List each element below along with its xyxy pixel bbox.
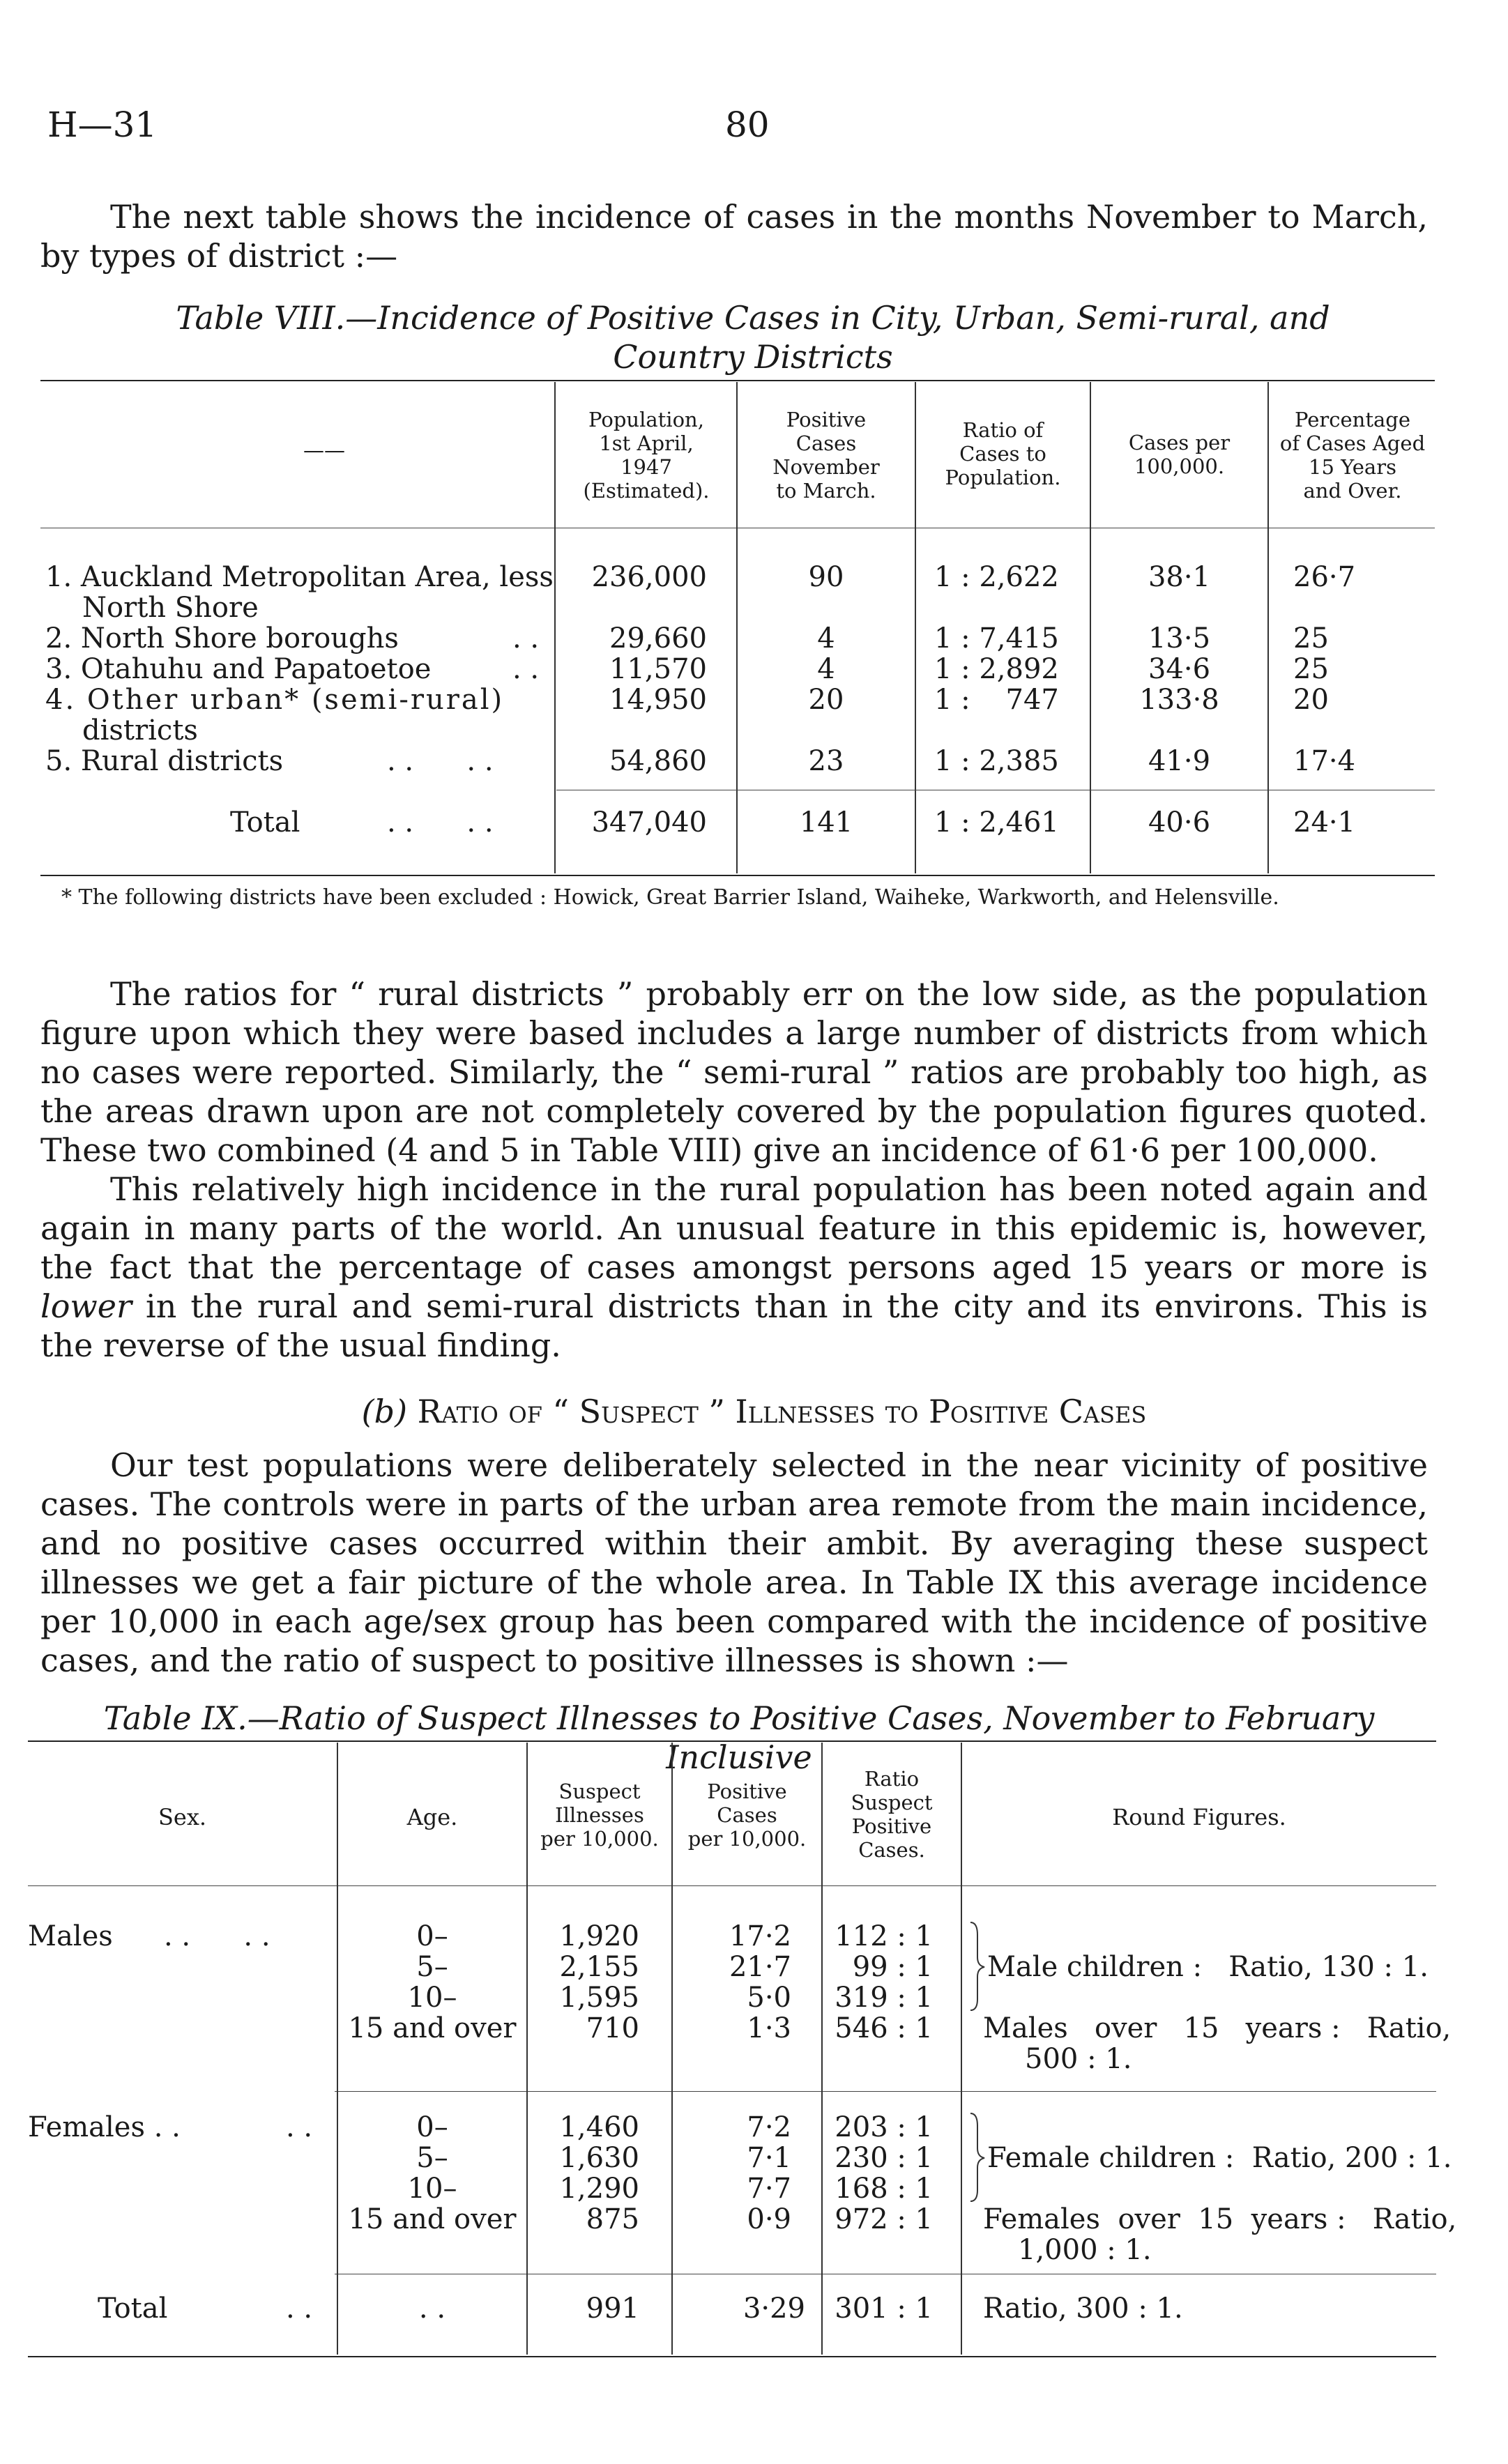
table8-top-rule bbox=[40, 380, 1435, 381]
header-line: Population, bbox=[588, 408, 704, 431]
cases-value: 4 bbox=[817, 653, 835, 685]
row-label: 4. Other urban* (semi-rural) bbox=[45, 684, 505, 716]
males-adult-ratio-value: 500 : 1. bbox=[1025, 2043, 1132, 2075]
suspect-value: 1,290 bbox=[559, 2173, 639, 2205]
header-line: November bbox=[772, 455, 880, 479]
suspect-value: 875 bbox=[586, 2203, 639, 2235]
header-line: Cases bbox=[795, 431, 857, 455]
header-line: of Cases Aged bbox=[1279, 431, 1426, 455]
percentage-value: 26·7 bbox=[1293, 561, 1356, 593]
suspect-value: 1,630 bbox=[559, 2142, 639, 2174]
row-dots: . . bbox=[512, 653, 540, 685]
table9-header-sex: Sex. bbox=[158, 1804, 207, 1830]
incidence-emphasis: lower bbox=[40, 1287, 132, 1325]
suspect-value: 1,920 bbox=[559, 1920, 639, 1952]
table8-bottom-rule bbox=[40, 875, 1435, 876]
incidence-text: in the rural and semi-rural districts than in the city and its environs. This is the reverse of the usual finding. bbox=[40, 1287, 1428, 1364]
females-children-ratio: Female children : Ratio, 200 : 1. bbox=[987, 2142, 1452, 2174]
brace-icon bbox=[968, 1921, 989, 2012]
age-value: 0– bbox=[416, 1920, 448, 1952]
row-label: 1. Auckland Metropolitan Area, less bbox=[45, 561, 554, 593]
discussion-paragraphs bbox=[40, 974, 1428, 1365]
ratio-value: 1 : 2,892 bbox=[934, 653, 1059, 685]
per100k-total: 40·6 bbox=[1148, 806, 1211, 839]
total-round: Ratio, 300 : 1. bbox=[983, 2293, 1183, 2325]
ratio-value: 546 : 1 bbox=[835, 2012, 933, 2044]
table9-header-round: Round Figures. bbox=[1112, 1804, 1286, 1830]
ratio-total: 1 : 2,461 bbox=[934, 806, 1059, 839]
section-heading bbox=[0, 1393, 1508, 1430]
per100k-value: 41·9 bbox=[1148, 745, 1211, 777]
row-label-cont: districts bbox=[82, 714, 198, 747]
header-line: to March. bbox=[776, 479, 876, 503]
age-value: 5– bbox=[416, 1951, 448, 1983]
header-line: Ratio bbox=[864, 1767, 920, 1791]
suspect-value: 1,460 bbox=[559, 2111, 639, 2143]
population-value: 54,860 bbox=[609, 745, 707, 777]
header-line: Positive bbox=[851, 1814, 932, 1838]
per100k-value: 34·6 bbox=[1148, 653, 1211, 685]
brace-icon bbox=[968, 2112, 989, 2203]
positive-value: 7·7 bbox=[747, 2173, 791, 2205]
age-value: 10– bbox=[407, 2173, 457, 2205]
page-number: 80 bbox=[725, 105, 770, 145]
females-adult-ratio-value: 1,000 : 1. bbox=[1018, 2234, 1152, 2266]
row-dots: . . bbox=[286, 2111, 313, 2143]
table9-header-positive bbox=[673, 1780, 821, 1851]
males-label: Males bbox=[28, 1920, 113, 1952]
incidence-paragraph bbox=[40, 1170, 1428, 1365]
females-label: Females . . bbox=[28, 2111, 181, 2143]
header-line: 100,000. bbox=[1134, 454, 1225, 478]
table8-header-percentage bbox=[1269, 408, 1436, 503]
positive-value: 1·3 bbox=[747, 2012, 791, 2044]
row-label-cont: North Shore bbox=[82, 592, 259, 624]
suspect-value: 710 bbox=[586, 2012, 639, 2044]
section-title: Ratio of “ Suspect ” Illnesses to Positive Cases bbox=[417, 1393, 1147, 1430]
percentage-value: 25 bbox=[1293, 653, 1329, 685]
header-line: Cases. bbox=[858, 1838, 925, 1862]
positive-value: 5·0 bbox=[747, 1982, 791, 2014]
table8-header-ratio bbox=[916, 418, 1090, 489]
population-value: 14,950 bbox=[609, 684, 707, 716]
row-dots: . . . . bbox=[164, 1920, 271, 1952]
males-children-ratio: Male children : Ratio, 130 : 1. bbox=[987, 1951, 1429, 1983]
per100k-value: 38·1 bbox=[1148, 561, 1211, 593]
ratio-value: 112 : 1 bbox=[835, 1920, 933, 1952]
row-dots: . . bbox=[512, 622, 540, 655]
table8-caption-text: —Incidence of Positive Cases in City, Urban, Semi-rural, and bbox=[345, 299, 1330, 337]
intro-text: The next table shows the incidence of cases in the months November to March, by types of district :— bbox=[40, 198, 1428, 275]
age-value: 15 and over bbox=[348, 2012, 517, 2044]
header-line: Illnesses bbox=[555, 1803, 644, 1827]
intro-paragraph bbox=[40, 197, 1428, 275]
females-adult-ratio: Females over 15 years : Ratio, bbox=[983, 2203, 1457, 2235]
positive-value: 0·9 bbox=[747, 2203, 791, 2235]
table9-header-rule bbox=[28, 1885, 1436, 1886]
incidence-text: This relatively high incidence in the rural population has been noted again and again in many parts of the world. An unusual feature in this epidemic is, however, the fact that the percentage of cases amongst persons aged 15 years or more is bbox=[40, 1170, 1428, 1286]
header-line: (Estimated). bbox=[583, 479, 710, 503]
header-line: per 10,000. bbox=[540, 1827, 659, 1851]
total-ratio: 301 : 1 bbox=[835, 2293, 933, 2325]
test-paragraph bbox=[40, 1446, 1428, 1680]
table9-col-divider bbox=[961, 1743, 962, 2355]
cases-value: 20 bbox=[808, 684, 844, 716]
table9-header-suspect bbox=[528, 1780, 671, 1851]
positive-value: 21·7 bbox=[729, 1951, 791, 1983]
cases-total: 141 bbox=[799, 806, 853, 839]
table9-top-rule bbox=[28, 1740, 1436, 1742]
per100k-value: 13·5 bbox=[1148, 622, 1211, 655]
table8-caption bbox=[42, 298, 1464, 376]
row-label: 3. Otahuhu and Papatoetoe bbox=[45, 653, 432, 685]
table8-header-per100k bbox=[1091, 431, 1267, 478]
suspect-value: 2,155 bbox=[559, 1951, 639, 1983]
ratio-value: 319 : 1 bbox=[835, 1982, 933, 2014]
header-line: Percentage bbox=[1295, 408, 1410, 431]
cases-value: 23 bbox=[808, 745, 844, 777]
total-age: . . bbox=[418, 2293, 446, 2325]
age-value: 0– bbox=[416, 2111, 448, 2143]
ratio-value: 1 : 2,385 bbox=[934, 745, 1059, 777]
section-label: (b) bbox=[361, 1393, 408, 1430]
percentage-value: 17·4 bbox=[1293, 745, 1356, 777]
table8-col-divider bbox=[554, 382, 556, 873]
total-label: Total bbox=[230, 806, 300, 839]
ratio-value: 972 : 1 bbox=[835, 2203, 933, 2235]
ratios-paragraph: The ratios for “ rural districts ” probably err on the low side, as the population figure upon which they were based includes a large number of districts from which no cases were reported. Similarly, the “ semi-rural ” ratios are probably too high, as the areas drawn upon are not completely covered by the population figures quoted. These two combined (4 and 5 in Table VIII) give an incidence of 61·6 per 100,000. bbox=[40, 975, 1428, 1169]
header-line: per 10,000. bbox=[687, 1827, 807, 1851]
ratio-value: 230 : 1 bbox=[835, 2142, 933, 2174]
table9-bottom-rule bbox=[28, 2356, 1436, 2357]
header-line: Positive bbox=[707, 1780, 787, 1803]
population-total: 347,040 bbox=[591, 806, 707, 839]
table9-col-divider bbox=[337, 1743, 338, 2355]
age-value: 15 and over bbox=[348, 2203, 517, 2235]
ratio-value: 1 : 7,415 bbox=[934, 622, 1059, 655]
age-value: 10– bbox=[407, 1982, 457, 2014]
positive-value: 7·2 bbox=[747, 2111, 791, 2143]
percentage-value: 25 bbox=[1293, 622, 1329, 655]
header-line: Cases to bbox=[959, 442, 1046, 466]
ratio-value: 99 : 1 bbox=[852, 1951, 933, 1983]
table9-header-ratio bbox=[823, 1767, 961, 1862]
table8-header-positive bbox=[738, 408, 915, 503]
table9-section-rule bbox=[335, 2091, 1436, 2092]
population-value: 29,660 bbox=[609, 622, 707, 655]
table8-header-population bbox=[556, 408, 736, 503]
total-label: Total bbox=[98, 2293, 168, 2325]
table9-caption: Table IX.—Ratio of Suspect Illnesses to Positive Cases, November to February Inclusive bbox=[103, 1699, 1375, 1776]
header-line: and Over. bbox=[1303, 479, 1402, 503]
table8-stub-header: —— bbox=[303, 438, 345, 463]
positive-value: 17·2 bbox=[729, 1920, 791, 1952]
total-positive: 3·29 bbox=[742, 2293, 805, 2325]
header-line: Population. bbox=[945, 466, 1061, 489]
row-dots: . . . . bbox=[387, 806, 494, 839]
table8-caption-prefix: Table VIII. bbox=[176, 299, 346, 337]
row-dots: . . . . bbox=[387, 745, 494, 777]
table8-footnote: * The following districts have been excluded : Howick, Great Barrier Island, Waiheke, Warkworth, and Helensville. bbox=[61, 885, 1279, 910]
cases-value: 4 bbox=[817, 622, 835, 655]
header-line: Positive bbox=[786, 408, 867, 431]
header-line: Suspect bbox=[851, 1791, 933, 1814]
ratio-value: 203 : 1 bbox=[835, 2111, 933, 2143]
cases-value: 90 bbox=[808, 561, 844, 593]
table9-header-age: Age. bbox=[406, 1804, 458, 1830]
table8-caption-line2: Country Districts bbox=[613, 338, 893, 376]
row-label: 5. Rural districts bbox=[45, 745, 284, 777]
ratio-value: 1 : 747 bbox=[934, 684, 1059, 716]
suspect-value: 1,595 bbox=[559, 1982, 639, 2014]
header-line: Ratio of bbox=[962, 418, 1044, 442]
header-line: 1st April, bbox=[599, 431, 694, 455]
header-line: Suspect bbox=[558, 1780, 641, 1803]
header-line: Cases per bbox=[1128, 431, 1231, 454]
positive-value: 7·1 bbox=[747, 2142, 791, 2174]
percentage-value: 20 bbox=[1293, 684, 1329, 716]
row-label: 2. North Shore boroughs bbox=[45, 622, 399, 655]
population-value: 11,570 bbox=[609, 653, 707, 685]
row-dots: . . bbox=[286, 2293, 313, 2325]
ratio-value: 168 : 1 bbox=[835, 2173, 933, 2205]
percentage-total: 24·1 bbox=[1293, 806, 1356, 839]
document-reference: H—31 bbox=[47, 105, 158, 145]
test-text: Our test populations were deliberately selected in the near vicinity of positive cases. The controls were in parts of the urban area remote from the main incidence, and no positive cases occurred within their ambit. By averaging these suspect illnesses we get a fair picture of the whole area. In Table IX this average incidence per 10,000 in each age/sex group has been compared with the incidence of positive cases, and the ratio of suspect to positive illnesses is shown :— bbox=[40, 1446, 1428, 1679]
per100k-value: 133·8 bbox=[1139, 684, 1219, 716]
population-value: 236,000 bbox=[591, 561, 707, 593]
header-line: Cases bbox=[717, 1803, 777, 1827]
header-line: 15 Years bbox=[1309, 455, 1396, 479]
total-suspect: 991 bbox=[586, 2293, 639, 2325]
header-line: 1947 bbox=[620, 455, 672, 479]
males-adult-ratio: Males over 15 years : Ratio, bbox=[983, 2012, 1452, 2044]
age-value: 5– bbox=[416, 2142, 448, 2174]
ratio-value: 1 : 2,622 bbox=[934, 561, 1059, 593]
